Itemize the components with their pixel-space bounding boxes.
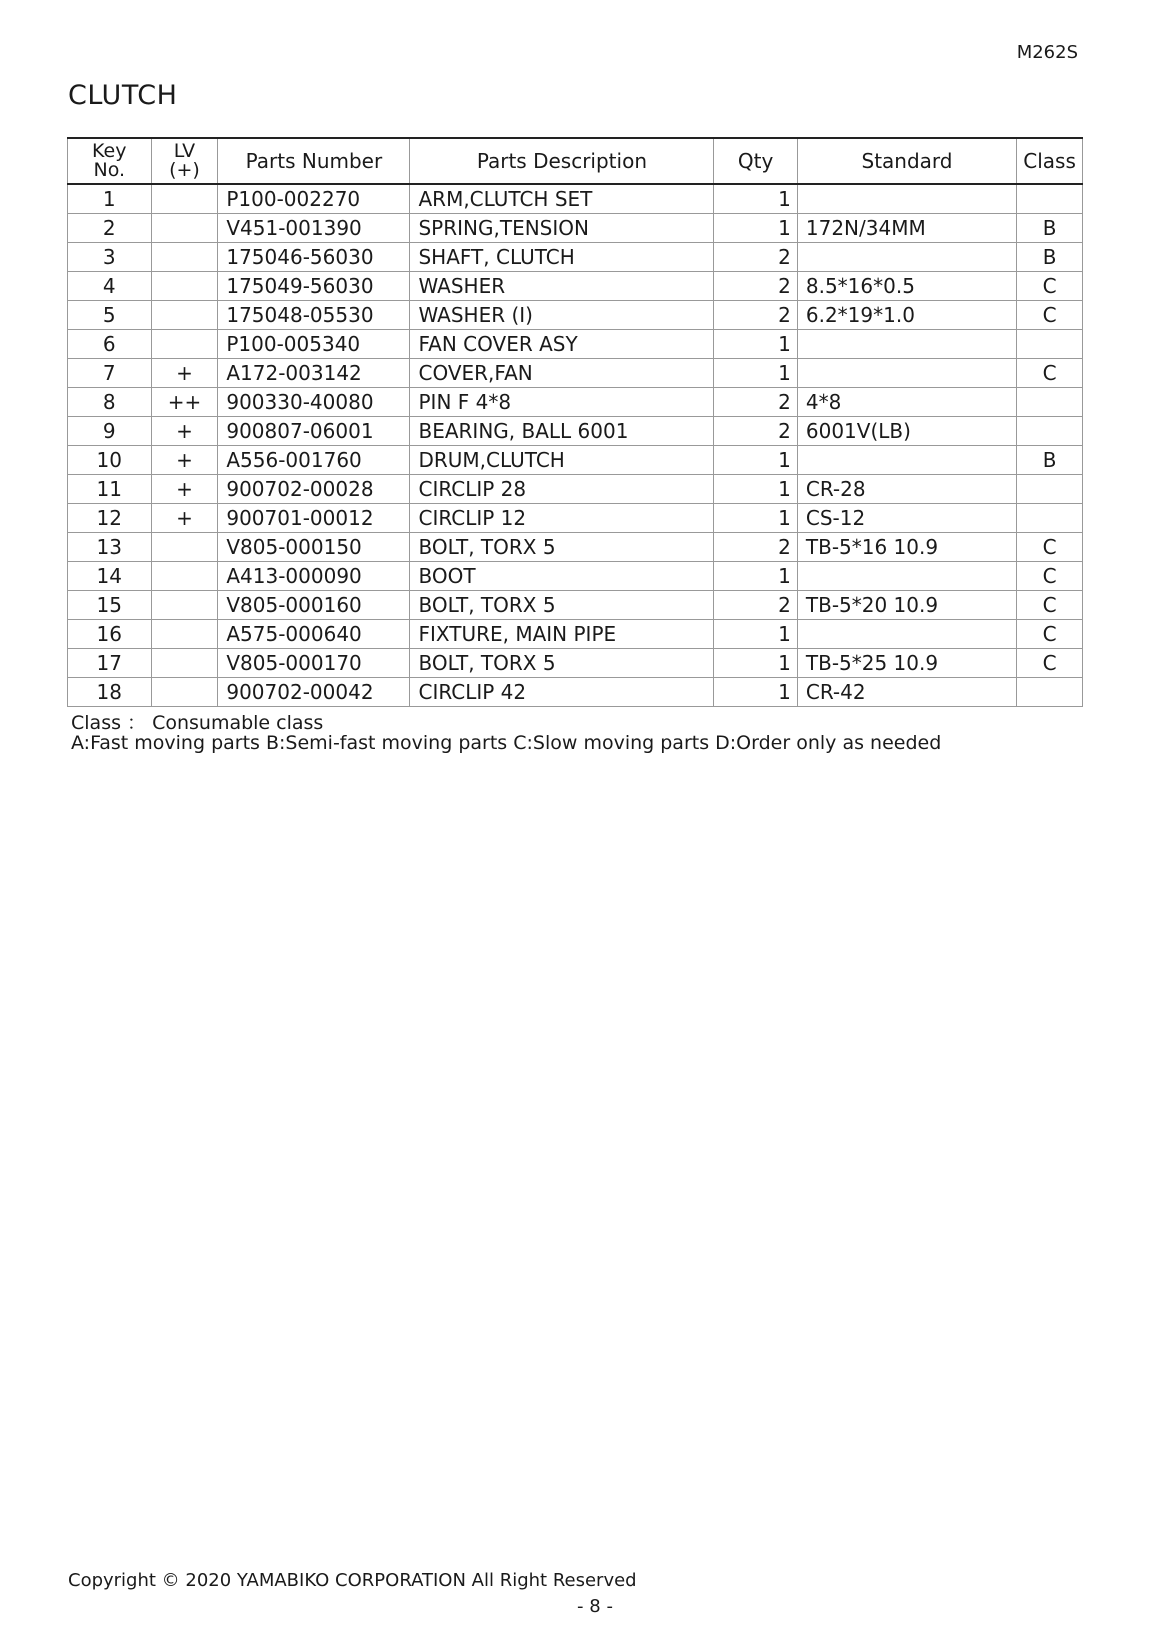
table-row: [68, 359, 1083, 388]
cell-lv: +: [151, 446, 218, 475]
cell-key-no: 16: [68, 620, 152, 649]
legend-description: A:Fast moving parts B:Semi-fast moving parts C:Slow moving parts D:Order only as needed: [71, 732, 942, 754]
cell-lv: +: [151, 504, 218, 533]
column-header-lv-line1: LV: [173, 140, 196, 162]
cell-parts-description: BEARING, BALL 6001: [410, 417, 714, 446]
cell-qty: 1: [714, 475, 798, 504]
cell-lv: [151, 678, 218, 707]
cell-parts-number: 175046-56030: [218, 243, 410, 272]
cell-key-no: 5: [68, 301, 152, 330]
cell-standard: TB-5*20 10.9: [797, 591, 1016, 620]
cell-parts-number: A575-000640: [218, 620, 410, 649]
cell-qty: 2: [714, 417, 798, 446]
cell-qty: 1: [714, 678, 798, 707]
cell-parts-description: SHAFT, CLUTCH: [410, 243, 714, 272]
cell-qty: 2: [714, 388, 798, 417]
cell-lv: [151, 649, 218, 678]
cell-parts-description: BOLT, TORX 5: [410, 533, 714, 562]
cell-parts-description: CIRCLIP 42: [410, 678, 714, 707]
cell-parts-number: 175048-05530: [218, 301, 410, 330]
cell-lv: [151, 214, 218, 243]
cell-key-no: 18: [68, 678, 152, 707]
cell-standard: [797, 359, 1016, 388]
cell-class: C: [1017, 301, 1083, 330]
cell-class: B: [1017, 243, 1083, 272]
cell-parts-number: V805-000170: [218, 649, 410, 678]
cell-standard: TB-5*16 10.9: [797, 533, 1016, 562]
column-header-key-no: [68, 138, 152, 184]
cell-standard: [797, 562, 1016, 591]
cell-parts-description: FIXTURE, MAIN PIPE: [410, 620, 714, 649]
cell-lv: [151, 272, 218, 301]
cell-parts-number: A556-001760: [218, 446, 410, 475]
cell-lv: ++: [151, 388, 218, 417]
legend-title: Class ： Consumable class: [71, 712, 324, 734]
cell-parts-number: P100-002270: [218, 184, 410, 214]
cell-lv: [151, 184, 218, 214]
cell-key-no: 17: [68, 649, 152, 678]
cell-key-no: 14: [68, 562, 152, 591]
table-row: [68, 446, 1083, 475]
cell-class: [1017, 678, 1083, 707]
column-header-key-line1: Key: [92, 140, 127, 162]
cell-qty: 1: [714, 330, 798, 359]
table-row: [68, 301, 1083, 330]
cell-parts-description: DRUM,CLUTCH: [410, 446, 714, 475]
cell-standard: CS-12: [797, 504, 1016, 533]
cell-qty: 1: [714, 446, 798, 475]
table-row: [68, 620, 1083, 649]
cell-parts-description: ARM,CLUTCH SET: [410, 184, 714, 214]
cell-key-no: 15: [68, 591, 152, 620]
cell-standard: CR-28: [797, 475, 1016, 504]
cell-parts-description: PIN F 4*8: [410, 388, 714, 417]
column-header-class: Class: [1017, 138, 1083, 184]
table-row: [68, 504, 1083, 533]
cell-lv: +: [151, 475, 218, 504]
parts-table-body: [68, 184, 1083, 707]
cell-class: [1017, 417, 1083, 446]
cell-parts-number: V805-000160: [218, 591, 410, 620]
cell-parts-number: V451-001390: [218, 214, 410, 243]
cell-parts-description: BOOT: [410, 562, 714, 591]
table-row: [68, 243, 1083, 272]
cell-key-no: 12: [68, 504, 152, 533]
cell-qty: 2: [714, 243, 798, 272]
cell-class: [1017, 475, 1083, 504]
table-row: [68, 388, 1083, 417]
column-header-lv-line2: (+): [169, 159, 200, 181]
parts-table-header: [68, 138, 1083, 184]
cell-key-no: 11: [68, 475, 152, 504]
column-header-parts-number: Parts Number: [218, 138, 410, 184]
cell-standard: [797, 330, 1016, 359]
cell-standard: 172N/34MM: [797, 214, 1016, 243]
cell-lv: [151, 620, 218, 649]
cell-class: C: [1017, 533, 1083, 562]
cell-parts-number: 900330-40080: [218, 388, 410, 417]
cell-lv: [151, 301, 218, 330]
cell-qty: 1: [714, 359, 798, 388]
cell-qty: 1: [714, 562, 798, 591]
page-number: - 8 -: [577, 1596, 613, 1617]
parts-table: [67, 137, 1083, 707]
cell-parts-description: WASHER: [410, 272, 714, 301]
cell-key-no: 10: [68, 446, 152, 475]
cell-parts-number: 900702-00028: [218, 475, 410, 504]
cell-standard: 6001V(LB): [797, 417, 1016, 446]
cell-key-no: 3: [68, 243, 152, 272]
cell-lv: [151, 243, 218, 272]
cell-qty: 1: [714, 184, 798, 214]
cell-parts-description: CIRCLIP 28: [410, 475, 714, 504]
table-row: [68, 272, 1083, 301]
cell-standard: [797, 620, 1016, 649]
cell-class: B: [1017, 446, 1083, 475]
cell-qty: 2: [714, 272, 798, 301]
cell-key-no: 7: [68, 359, 152, 388]
cell-parts-description: BOLT, TORX 5: [410, 591, 714, 620]
cell-parts-number: 175049-56030: [218, 272, 410, 301]
cell-parts-number: P100-005340: [218, 330, 410, 359]
cell-parts-description: FAN COVER ASY: [410, 330, 714, 359]
cell-class: [1017, 330, 1083, 359]
cell-standard: [797, 446, 1016, 475]
cell-class: C: [1017, 562, 1083, 591]
table-row: [68, 533, 1083, 562]
table-row: [68, 649, 1083, 678]
cell-key-no: 8: [68, 388, 152, 417]
cell-lv: [151, 533, 218, 562]
cell-qty: 1: [714, 649, 798, 678]
class-legend: [71, 713, 941, 753]
cell-class: C: [1017, 649, 1083, 678]
cell-class: [1017, 184, 1083, 214]
cell-qty: 1: [714, 504, 798, 533]
cell-parts-number: 900702-00042: [218, 678, 410, 707]
cell-key-no: 9: [68, 417, 152, 446]
column-header-lv: [151, 138, 218, 184]
table-row: [68, 184, 1083, 214]
cell-lv: [151, 562, 218, 591]
cell-standard: [797, 243, 1016, 272]
column-header-qty: Qty: [714, 138, 798, 184]
cell-key-no: 1: [68, 184, 152, 214]
cell-key-no: 4: [68, 272, 152, 301]
cell-class: C: [1017, 591, 1083, 620]
cell-standard: 4*8: [797, 388, 1016, 417]
cell-lv: [151, 591, 218, 620]
cell-key-no: 2: [68, 214, 152, 243]
cell-parts-description: SPRING,TENSION: [410, 214, 714, 243]
cell-class: C: [1017, 359, 1083, 388]
cell-class: C: [1017, 620, 1083, 649]
copyright-notice: Copyright © 2020 YAMABIKO CORPORATION All Right Reserved: [68, 1570, 637, 1591]
cell-qty: 2: [714, 301, 798, 330]
table-row: [68, 591, 1083, 620]
table-row: [68, 330, 1083, 359]
table-row: [68, 475, 1083, 504]
table-row: [68, 678, 1083, 707]
cell-lv: +: [151, 417, 218, 446]
column-header-standard: Standard: [797, 138, 1016, 184]
section-title: CLUTCH: [68, 80, 178, 111]
cell-parts-description: CIRCLIP 12: [410, 504, 714, 533]
cell-lv: +: [151, 359, 218, 388]
table-row: [68, 417, 1083, 446]
cell-parts-description: WASHER (I): [410, 301, 714, 330]
cell-parts-number: V805-000150: [218, 533, 410, 562]
header-row: [68, 138, 1083, 184]
cell-standard: [797, 184, 1016, 214]
cell-class: C: [1017, 272, 1083, 301]
cell-key-no: 13: [68, 533, 152, 562]
cell-standard: 8.5*16*0.5: [797, 272, 1016, 301]
cell-qty: 2: [714, 533, 798, 562]
cell-qty: 1: [714, 620, 798, 649]
column-header-key-line2: No.: [93, 159, 126, 181]
cell-standard: TB-5*25 10.9: [797, 649, 1016, 678]
cell-lv: [151, 330, 218, 359]
column-header-parts-description: Parts Description: [410, 138, 714, 184]
cell-class: [1017, 388, 1083, 417]
cell-qty: 1: [714, 214, 798, 243]
cell-key-no: 6: [68, 330, 152, 359]
cell-parts-number: 900807-06001: [218, 417, 410, 446]
cell-parts-description: COVER,FAN: [410, 359, 714, 388]
cell-parts-number: 900701-00012: [218, 504, 410, 533]
cell-parts-description: BOLT, TORX 5: [410, 649, 714, 678]
cell-class: [1017, 504, 1083, 533]
model-code: M262S: [1016, 42, 1078, 63]
cell-qty: 2: [714, 591, 798, 620]
cell-parts-number: A172-003142: [218, 359, 410, 388]
cell-parts-number: A413-000090: [218, 562, 410, 591]
table-row: [68, 562, 1083, 591]
cell-standard: 6.2*19*1.0: [797, 301, 1016, 330]
cell-class: B: [1017, 214, 1083, 243]
cell-standard: CR-42: [797, 678, 1016, 707]
table-row: [68, 214, 1083, 243]
